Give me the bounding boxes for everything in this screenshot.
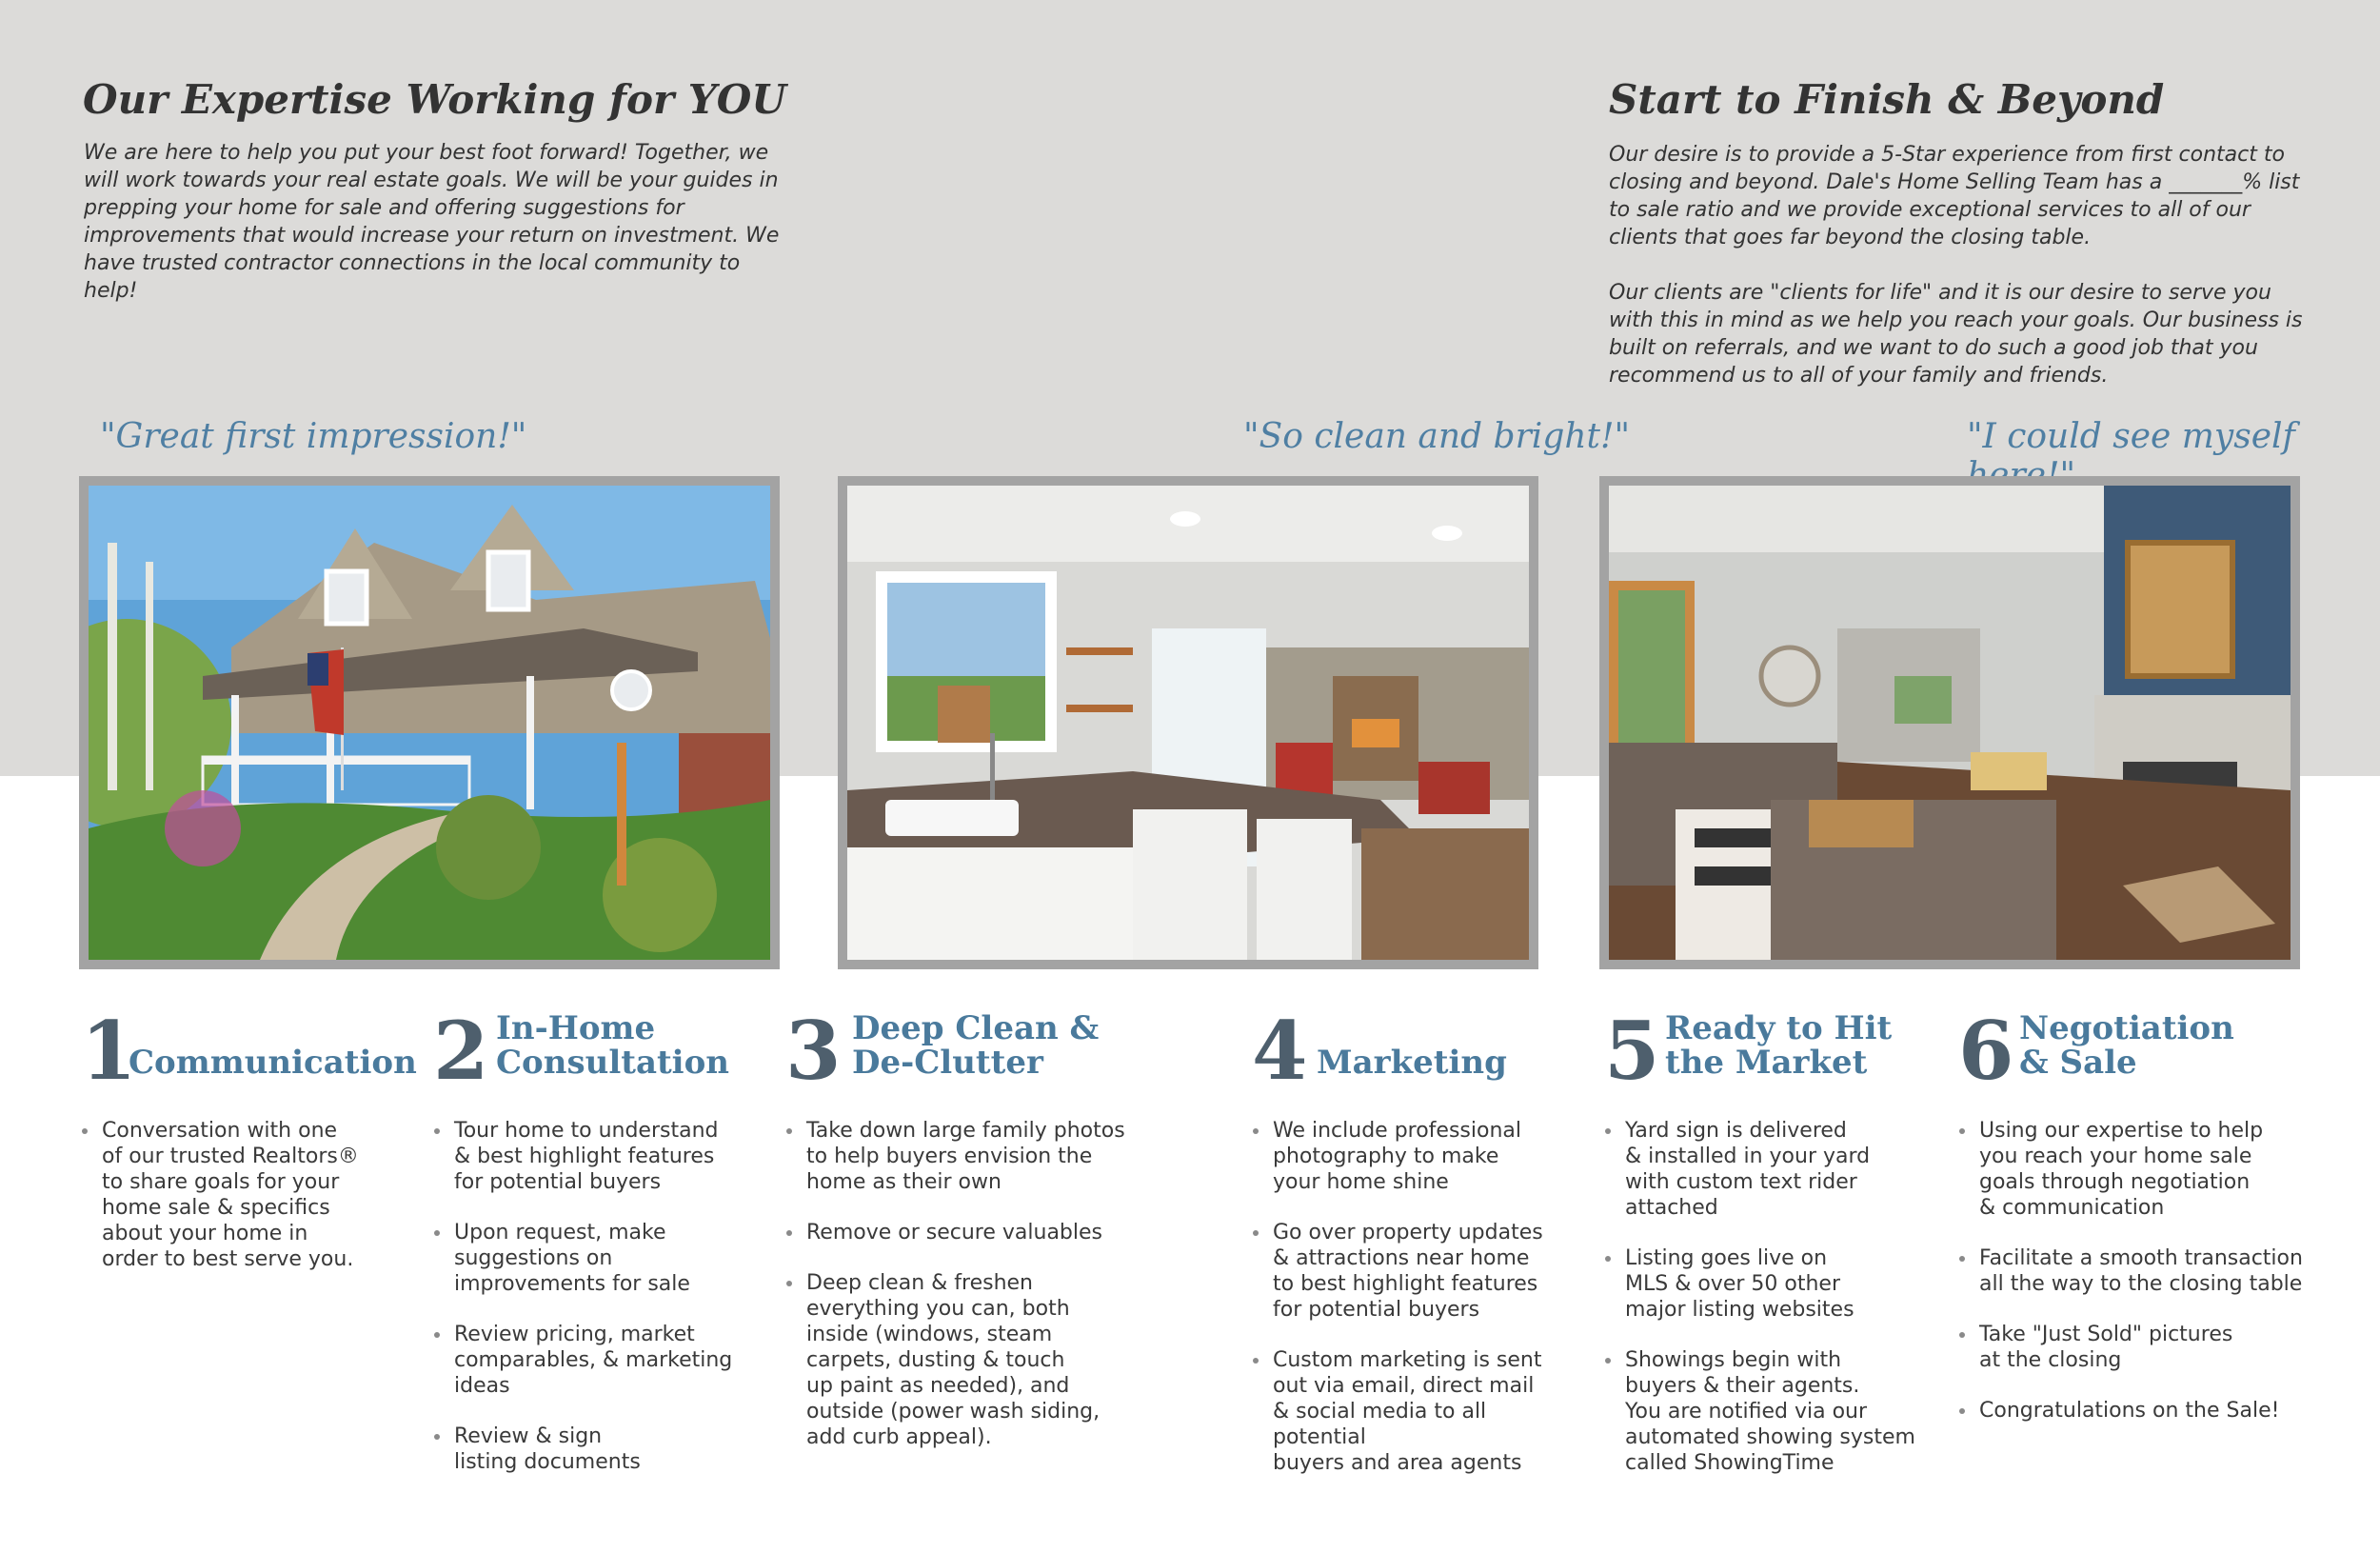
exterior-house-photo bbox=[89, 486, 770, 960]
right-paragraphs bbox=[1609, 141, 2313, 417]
step-bullet: Congratulations on the Sale! bbox=[1979, 1398, 2303, 1424]
step-bullet-list bbox=[785, 1118, 1125, 1475]
step-title: Communication bbox=[129, 1044, 417, 1082]
step-title: Ready to Hit the Market bbox=[1665, 1009, 1893, 1082]
step-bullet: Review & sign listing documents bbox=[454, 1424, 732, 1475]
step-bullet-list bbox=[81, 1118, 359, 1297]
step-title: Deep Clean & De-Clutter bbox=[852, 1009, 1100, 1082]
photo-frame-exterior bbox=[79, 476, 780, 969]
step-bullet: Review pricing, market comparables, & marketing ideas bbox=[454, 1323, 733, 1398]
right-paragraph-1: Our desire is to provide a 5-Star experience from first contact to closing and beyond. Dale's Home Selling Team has a _______% list to sale ratio and we provide exceptional services to all of our clients that goes far beyond the closing table. bbox=[1609, 143, 2300, 249]
step-bullet: Custom marketing is sent out via email, direct mail & social media to all potential buyers and area agents bbox=[1273, 1347, 1576, 1476]
step-bullet: Deep clean & freshen everything you can, both inside (windows, steam carpets, dusting & touch up paint as needed), and outside (power wash siding, add curb appeal). bbox=[806, 1270, 1125, 1450]
step-bullet: Showings begin with buyers & their agents. You are notified via our automated showing system called ShowingTime bbox=[1625, 1348, 1915, 1475]
step-bullet: Remove or secure valuables bbox=[806, 1220, 1125, 1245]
step-number: 3 bbox=[785, 1004, 842, 1098]
step-bullet: Conversation with one of our trusted Realtors® to share goals for your home sale & specifics about your home in order to best serve you. bbox=[102, 1119, 359, 1271]
step-bullet: Upon request, make suggestions on improvements for sale bbox=[454, 1220, 732, 1297]
step-bullet: Listing goes live on MLS & over 50 other major listing websites bbox=[1625, 1245, 1915, 1323]
quote-great-first-impression: "Great first impression!" bbox=[100, 417, 527, 456]
step-number: 2 bbox=[433, 1004, 489, 1098]
step-title: Negotiation & Sale bbox=[2019, 1009, 2234, 1082]
step-bullet-list bbox=[1252, 1118, 1576, 1501]
step-bullet-list bbox=[433, 1118, 732, 1500]
step-bullet-list bbox=[1604, 1118, 1915, 1501]
step-bullet: Take down large family photos to help buyers envision the home as their own bbox=[806, 1119, 1125, 1194]
quote-i-could-see-myself-here: "I could see myself bbox=[1967, 417, 2295, 456]
step-bullet: Go over property updates & attractions near home to best highlight features for potential buyers bbox=[1273, 1220, 1576, 1323]
left-heading: Our Expertise Working for YOU bbox=[83, 76, 786, 123]
step-bullet: Yard sign is delivered & installed in your yard with custom text rider attached bbox=[1625, 1118, 1915, 1221]
living-room-photo bbox=[1609, 486, 2291, 960]
step-title: Marketing bbox=[1317, 1044, 1507, 1082]
step-bullet-list bbox=[1958, 1118, 2303, 1448]
left-intro-paragraph: We are here to help you put your best foot forward! Together, we will work towards your real estate goals. We will be your guides in prepping your home for sale and offering suggestions for improvements that would increase your return on investment. We have trusted contractor connections in the local community to help! bbox=[84, 141, 780, 303]
step-title: In-Home Consultation bbox=[496, 1009, 729, 1082]
step-number: 6 bbox=[1958, 1004, 2014, 1098]
step-bullet: Tour home to understand & best highlight features for potential buyers bbox=[454, 1118, 732, 1195]
step-bullet: Facilitate a smooth transaction all the way to the closing table bbox=[1979, 1246, 2303, 1296]
right-paragraph-2: Our clients are "clients for life" and it is our desire to serve you with this in mind as we help you reach your goals. Our business is built on referrals, and we want to do such a good job that you recommend us to all of your family and friends. bbox=[1609, 281, 2303, 388]
quote-so-clean-and-bright: "So clean and bright!" bbox=[1243, 417, 1631, 456]
step-bullet: We include professional photography to make your home shine bbox=[1273, 1118, 1576, 1195]
step-number: 4 bbox=[1252, 1004, 1308, 1098]
step-number: 1 bbox=[81, 1004, 137, 1098]
photo-frame-living-room bbox=[1599, 476, 2300, 969]
photo-frame-kitchen bbox=[838, 476, 1538, 969]
step-number: 5 bbox=[1604, 1004, 1660, 1098]
right-heading: Start to Finish & Beyond bbox=[1609, 76, 2165, 123]
step-bullet: Take "Just Sold" pictures at the closing bbox=[1979, 1322, 2303, 1373]
kitchen-photo bbox=[847, 486, 1529, 960]
step-bullet: Using our expertise to help you reach your home sale goals through negotiation & communication bbox=[1979, 1118, 2303, 1221]
